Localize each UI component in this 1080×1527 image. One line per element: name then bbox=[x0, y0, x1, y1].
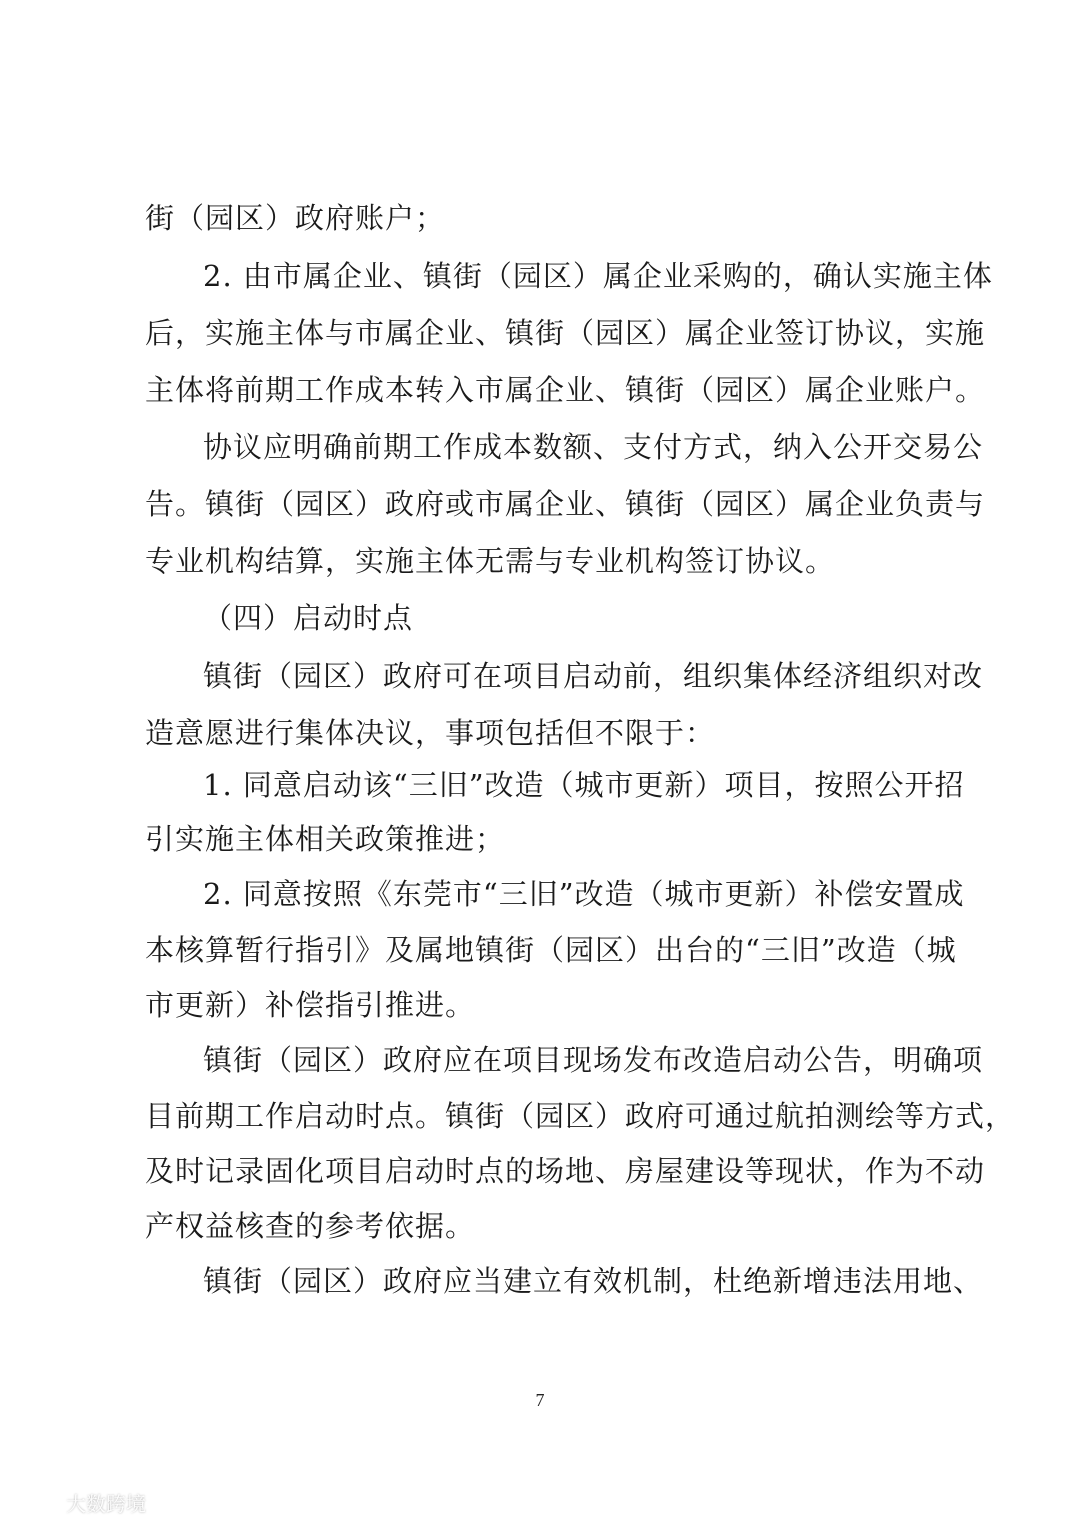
text-line: 引实施主体相关政策推进； bbox=[145, 822, 506, 856]
text-line: 告。镇街（园区）政府或市属企业、镇街（园区）属企业负责与 bbox=[145, 487, 986, 521]
watermark-logo-icon bbox=[12, 1490, 60, 1514]
text-line: 街（园区）政府账户； bbox=[145, 201, 446, 235]
watermark bbox=[12, 1487, 146, 1517]
text-line: 镇街（园区）政府可在项目启动前，组织集体经济组织对改 bbox=[203, 659, 984, 693]
text-line: 2. 由市属企业、镇街（园区）属企业采购的，确认实施主体 bbox=[203, 259, 993, 293]
text-line: 专业机构结算，实施主体无需与专业机构签订协议。 bbox=[145, 544, 836, 578]
text-line: 产权益核查的参考依据。 bbox=[145, 1209, 476, 1243]
text-line: 主体将前期工作成本转入市属企业、镇街（园区）属企业账户。 bbox=[145, 373, 986, 407]
page-number: 7 bbox=[535, 1390, 545, 1410]
text-line: 市更新）补偿指引推进。 bbox=[145, 988, 476, 1022]
text-line: 后，实施主体与市属企业、镇街（园区）属企业签订协议，实施 bbox=[145, 316, 986, 350]
watermark-text: 大数跨境 bbox=[66, 1491, 146, 1516]
text-line: 2. 同意按照《东莞市“三旧”改造（城市更新）补偿安置成 bbox=[203, 877, 965, 911]
text-line: 本核算暂行指引》及属地镇街（园区）出台的“三旧”改造（城 bbox=[145, 933, 957, 967]
text-line: 协议应明确前期工作成本数额、支付方式，纳入公开交易公 bbox=[203, 430, 984, 464]
text-line: 镇街（园区）政府应当建立有效机制，杜绝新增违法用地、 bbox=[203, 1264, 984, 1298]
text-line: 目前期工作启动时点。镇街（园区）政府可通过航拍测绘等方式， bbox=[145, 1099, 1016, 1133]
text-line: 及时记录固化项目启动时点的场地、房屋建设等现状，作为不动 bbox=[145, 1154, 986, 1188]
section-heading: （四）启动时点 bbox=[203, 601, 414, 635]
text-line: 1. 同意启动该“三旧”改造（城市更新）项目，按照公开招 bbox=[203, 768, 965, 802]
text-line: 造意愿进行集体决议，事项包括但不限于： bbox=[145, 716, 716, 750]
text-line: 镇街（园区）政府应在项目现场发布改造启动公告，明确项 bbox=[203, 1043, 984, 1077]
